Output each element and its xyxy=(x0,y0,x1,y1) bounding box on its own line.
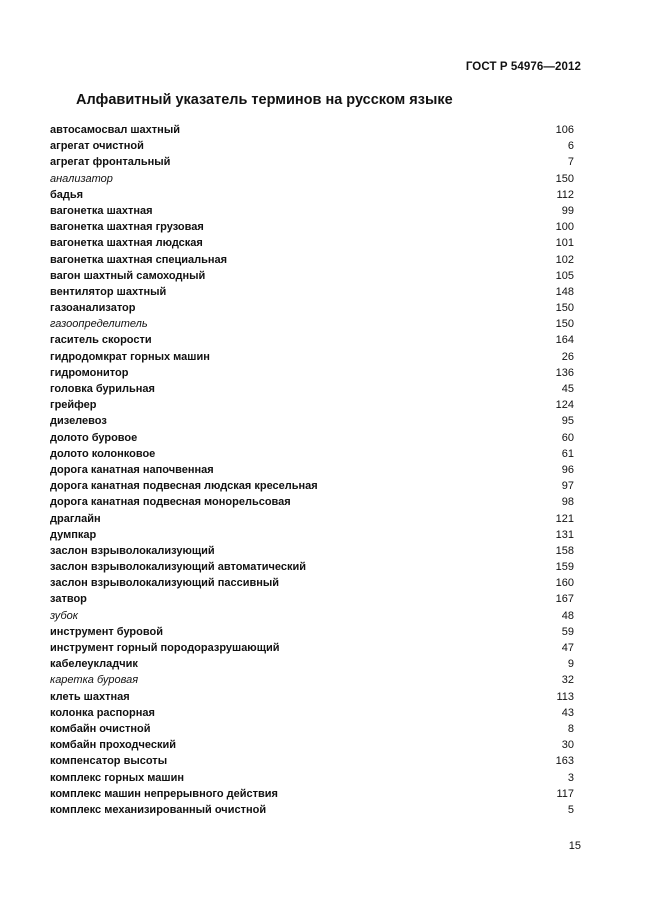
index-term-number: 167 xyxy=(555,593,574,606)
index-term: дорога канатная напочвенная xyxy=(50,463,214,476)
index-term-number: 150 xyxy=(555,172,574,185)
index-term-number: 148 xyxy=(555,285,574,298)
index-entry xyxy=(50,786,574,802)
index-entry xyxy=(50,268,574,284)
index-term-number: 95 xyxy=(561,415,574,428)
index-term: комплекс машин непрерывного действия xyxy=(50,787,278,800)
index-term-number: 97 xyxy=(561,480,574,493)
index-entry xyxy=(50,413,574,429)
index-term: инструмент горный породоразрушающий xyxy=(50,642,280,654)
index-entry xyxy=(50,446,574,462)
index-term-number: 43 xyxy=(561,706,574,719)
index-term: заслон взрыволокализующий автоматический xyxy=(50,561,307,574)
index-term-number: 117 xyxy=(556,787,574,800)
index-term-number: 59 xyxy=(561,625,574,638)
index-term-number: 6 xyxy=(567,140,574,153)
index-entry xyxy=(50,575,574,591)
index-term-number: 150 xyxy=(555,302,574,315)
index-term: заслон взрыволокализующий пассивный xyxy=(50,577,280,590)
index-term: думпкар xyxy=(50,528,97,541)
index-entry xyxy=(50,511,574,527)
index-entry xyxy=(50,381,574,397)
index-term-number: 99 xyxy=(561,204,574,217)
index-entry xyxy=(50,122,574,138)
index-entry xyxy=(50,672,574,688)
index-term: кабелеукладчик xyxy=(50,658,138,671)
index-term: вагонетка шахтная грузовая xyxy=(50,221,204,234)
index-entry xyxy=(50,608,574,624)
index-term: затвор xyxy=(50,593,87,606)
index-term: клеть шахтная xyxy=(50,690,130,703)
index-term-number: 8 xyxy=(567,722,574,735)
index-term: автосамосвал шахтный xyxy=(50,124,180,136)
index-term-number: 102 xyxy=(555,253,574,266)
index-term: комплекс механизированный очистной xyxy=(50,803,267,816)
index-entry xyxy=(50,187,574,203)
index-term-number: 121 xyxy=(555,512,574,525)
index-term-number: 98 xyxy=(561,496,574,509)
index-entry xyxy=(50,753,574,769)
index-term-number: 163 xyxy=(555,755,574,768)
index-term-number: 158 xyxy=(555,544,574,557)
page-number: 15 xyxy=(568,840,581,852)
index-entry xyxy=(50,138,574,154)
index-term-number: 5 xyxy=(567,803,574,816)
index-term-number: 164 xyxy=(555,334,574,347)
index-term: агрегат фронтальный xyxy=(50,156,171,169)
index-entry xyxy=(50,737,574,753)
index-term: заслон взрыволокализующий xyxy=(50,544,215,557)
index-term: долото колонковое xyxy=(50,447,156,460)
index-term-number: 30 xyxy=(561,739,574,752)
index-entry xyxy=(50,332,574,348)
index-entry xyxy=(50,721,574,737)
index-term-number: 113 xyxy=(556,690,574,703)
index-entry xyxy=(50,252,574,268)
index-entry xyxy=(50,462,574,478)
index-entry xyxy=(50,430,574,446)
index-term-number: 159 xyxy=(555,561,574,574)
index-term: газоопределитель xyxy=(50,318,148,331)
index-entry xyxy=(50,397,574,413)
index-entry xyxy=(50,154,574,170)
index-term: вагонетка шахтная xyxy=(50,204,153,217)
index-entry xyxy=(50,689,574,705)
index-term: колонка распорная xyxy=(50,706,155,719)
index-term-number: 160 xyxy=(555,577,574,590)
index-term: дорога канатная подвесная монорельсовая xyxy=(50,496,291,509)
index-term: агрегат очистной xyxy=(50,140,144,153)
term-list xyxy=(50,122,574,818)
index-term-number: 45 xyxy=(561,383,574,395)
index-term-number: 9 xyxy=(567,658,574,671)
index-title: Алфавитный указатель терминов на русском языке xyxy=(76,92,453,108)
index-entry xyxy=(50,770,574,786)
index-entry xyxy=(50,591,574,607)
index-entry xyxy=(50,219,574,235)
index-term-number: 26 xyxy=(561,350,574,363)
index-term-number: 131 xyxy=(555,528,574,541)
index-term-number: 32 xyxy=(561,674,574,687)
index-term: вагонетка шахтная специальная xyxy=(50,253,228,266)
index-term: долото буровое xyxy=(50,431,138,444)
index-term-number: 106 xyxy=(555,124,574,136)
index-term-number: 7 xyxy=(567,156,574,169)
index-term: газоанализатор xyxy=(50,302,136,315)
index-entry xyxy=(50,365,574,381)
index-entry xyxy=(50,494,574,510)
index-term: инструмент буровой xyxy=(50,625,163,638)
index-entry xyxy=(50,478,574,494)
index-term: гаситель скорости xyxy=(50,334,152,347)
index-entry xyxy=(50,640,574,656)
index-entry xyxy=(50,705,574,721)
document-code: ГОСТ Р 54976—2012 xyxy=(465,61,581,73)
index-term: комбайн проходческий xyxy=(50,739,177,752)
index-term-number: 112 xyxy=(556,188,574,201)
index-term-number: 60 xyxy=(561,431,574,444)
index-term-number: 3 xyxy=(567,771,574,784)
index-term: каретка буровая xyxy=(50,674,139,687)
index-term-number: 124 xyxy=(555,399,574,412)
index-term: комплекс горных машин xyxy=(50,771,184,784)
index-term-number: 96 xyxy=(561,463,574,476)
index-term: зубок xyxy=(50,609,78,622)
index-entry xyxy=(50,300,574,316)
index-entry xyxy=(50,171,574,187)
index-entry xyxy=(50,624,574,640)
index-term: компенсатор высоты xyxy=(50,755,168,768)
index-entry xyxy=(50,656,574,672)
index-term: дизелевоз xyxy=(50,415,107,428)
index-term-number: 150 xyxy=(555,318,574,331)
index-term-number: 100 xyxy=(555,221,574,234)
index-term: анализатор xyxy=(50,172,113,185)
index-term: бадья xyxy=(50,188,84,201)
index-term: дорога канатная подвесная людская кресельная xyxy=(50,480,318,493)
index-term: комбайн очистной xyxy=(50,722,151,735)
index-term: грейфер xyxy=(50,399,97,412)
index-entry xyxy=(50,235,574,251)
index-entry xyxy=(50,802,574,818)
index-entry xyxy=(50,316,574,332)
index-term: драглайн xyxy=(50,512,101,525)
index-entry xyxy=(50,559,574,575)
index-entry xyxy=(50,527,574,543)
index-entry xyxy=(50,543,574,559)
index-term-number: 47 xyxy=(561,642,574,654)
index-entry xyxy=(50,349,574,365)
index-entry xyxy=(50,203,574,219)
index-term-number: 105 xyxy=(555,269,574,282)
index-entry xyxy=(50,284,574,300)
index-term-number: 61 xyxy=(561,447,574,460)
index-term: гидродомкрат горных машин xyxy=(50,350,210,363)
index-term-number: 48 xyxy=(561,609,574,622)
index-term-number: 101 xyxy=(555,237,574,250)
index-term-number: 136 xyxy=(555,366,574,379)
index-term: гидромонитор xyxy=(50,366,129,379)
index-term: головка бурильная xyxy=(50,383,155,395)
index-term: вагон шахтный самоходный xyxy=(50,269,206,282)
index-term: вагонетка шахтная людская xyxy=(50,237,203,250)
index-term: вентилятор шахтный xyxy=(50,285,167,298)
